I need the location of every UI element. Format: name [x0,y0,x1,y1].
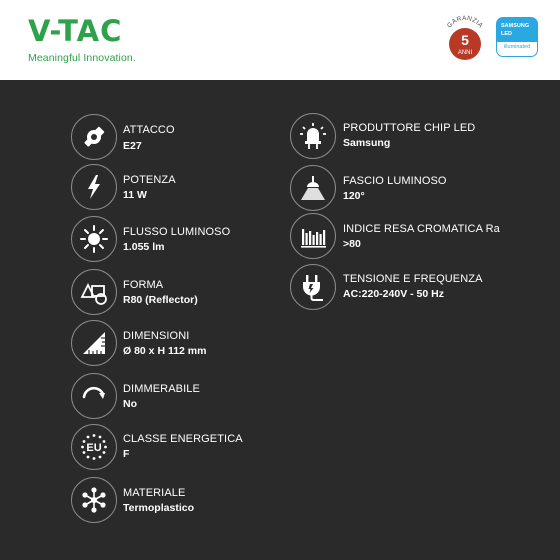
lamp-beam-icon [290,165,336,211]
spec-label: TENSIONE E FREQUENZA [343,273,483,285]
eu-icon [71,424,117,470]
warranty-unit: ANNI [457,50,473,56]
spec-value: 1.055 lm [123,241,165,253]
spec-value: No [123,398,137,410]
lightning-icon [71,164,117,210]
warranty-label: GARANZIA [445,14,485,30]
header [0,0,560,80]
spec-value: 11 W [123,189,147,201]
warranty-years: 5 [461,32,469,48]
spec-label: PRODUTTORE CHIP LED [343,122,476,134]
svg-text:GARANZIA [446,15,484,30]
cri-bars-icon [290,213,336,259]
spec-label: FASCIO LUMINOSO [343,175,447,187]
logo-text: V-TAC [28,14,123,48]
spec-value: Samsung [343,137,391,149]
spec-value: 120° [343,190,365,202]
dimmer-icon [71,373,117,419]
material-icon [71,477,117,523]
spec-label: INDICE RESA CROMATICA Ra [343,223,500,235]
spec-label: POTENZA [123,174,176,186]
samsung-sub: illuminated [503,44,531,50]
spec-label: DIMMERABILE [123,383,200,395]
sun-icon [71,216,117,262]
spec-label: MATERIALE [123,487,186,499]
socket-icon [71,114,117,160]
chip-icon [290,113,336,159]
spec-value: R80 (Reflector) [123,294,198,306]
vtac-logo [28,14,136,64]
spec-value: F [123,448,130,460]
samsung-led-badge [496,17,538,57]
eu-text: EU [86,442,102,454]
ruler-icon [71,320,117,366]
plug-icon [290,264,336,310]
samsung-line2: LED [501,31,512,37]
spec-value: Ø 80 x H 112 mm [123,345,207,357]
samsung-line1: SAMSUNG [501,23,530,29]
tagline: Meaningful Innovation. [28,52,136,64]
shapes-icon [71,269,117,315]
spec-label: CLASSE ENERGETICA [123,433,243,445]
spec-value: Termoplastico [123,502,194,514]
warranty-badge [442,14,488,64]
spec-value: >80 [343,238,361,250]
spec-label: ATTACCO [123,124,175,136]
spec-value: AC:220-240V - 50 Hz [343,288,444,300]
spec-label: DIMENSIONI [123,330,190,342]
spec-label: FORMA [123,279,164,291]
spec-label: FLUSSO LUMINOSO [123,226,231,238]
spec-value: E27 [123,140,142,152]
